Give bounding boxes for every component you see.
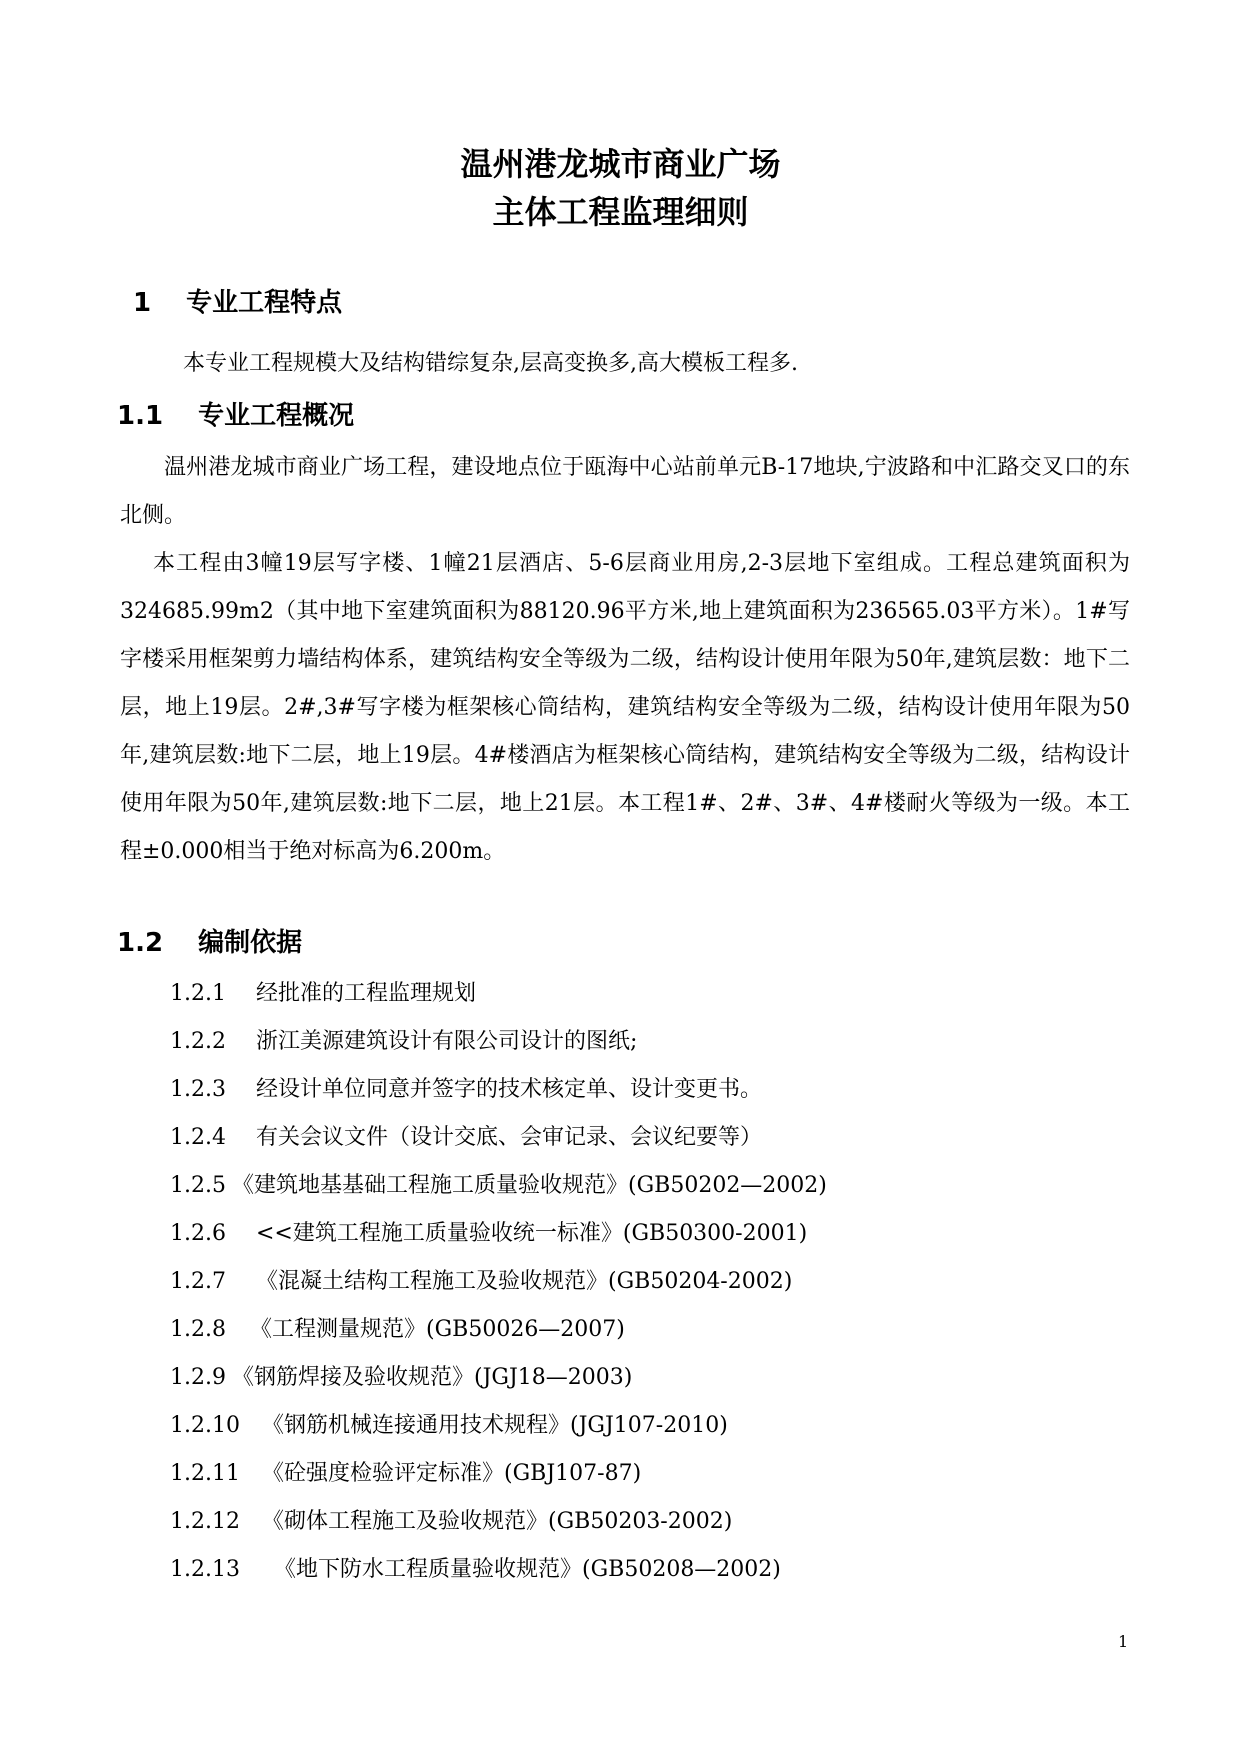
list-item: 1.2.7 《混凝土结构工程施工及验收规范》(GB50204-2002): [170, 1269, 793, 1294]
section-heading-1-1: [117, 399, 354, 433]
page-number: 1: [1118, 1632, 1129, 1651]
section-number: 1.2: [117, 928, 164, 958]
list-item: 1.2.6 <<建筑工程施工质量验收统一标准》(GB50300-2001): [170, 1221, 808, 1246]
section-number: 1: [133, 288, 152, 318]
section-heading-1-2: [117, 926, 302, 960]
list-item: 1.2.2 浙江美源建筑设计有限公司设计的图纸;: [170, 1029, 638, 1054]
section-title: 专业工程特点: [186, 288, 343, 318]
list-item: 1.2.12 《砌体工程施工及验收规范》(GB50203-2002): [170, 1509, 733, 1534]
section-number: 1.1: [117, 401, 164, 431]
list-item: 1.2.4 有关会议文件（设计交底、会审记录、会议纪要等）: [170, 1125, 763, 1150]
section-1-text: 本专业工程规模大及结构错综复杂,层高变换多,高大模板工程多.: [183, 351, 798, 376]
list-item: 1.2.1 经批准的工程监理规划: [170, 981, 477, 1006]
list-item: 1.2.8 《工程测量规范》(GB50026—2007): [170, 1317, 625, 1342]
list-item: 1.2.11 《砼强度检验评定标准》(GBJ107-87): [170, 1461, 642, 1486]
list-item: 1.2.3 经设计单位同意并签字的技术核定单、设计变更书。: [170, 1077, 763, 1102]
section-title: 专业工程概况: [198, 401, 355, 431]
section-heading-1: [133, 286, 342, 320]
list-item: 1.2.5 《建筑地基基础工程施工质量验收规范》(GB50202—2002): [170, 1173, 827, 1198]
list-item: 1.2.13 《地下防水工程质量验收规范》(GB50208—2002): [170, 1557, 781, 1582]
document-title-line1: 温州港龙城市商业广场: [460, 145, 781, 183]
overview-paragraph-2: 本工程由3幢19层写字楼、1幢21层酒店、5-6层商业用房,2-3层地下室组成。工程总建筑面积为324685.99m2（其中地下室建筑面积为88120.96平方米,地上建筑面积为236565.03平方米）。1#写字楼采用框架剪力墙结构体系，建筑结构安全等级为二级，结构设计使用年限为50年,建筑层数：地下二层，地上19层。2#,3#写字楼为框架核心筒结构，建筑结构安全等级为二级，结构设计使用年限为50年,建筑层数:地下二层，地上19层。4#楼酒店为框架核心筒结构，建筑结构安全等级为二级，结构设计使用年限为50年,建筑层数:地下二层，地上21层。本工程1#、2#、3#、4#楼耐火等级为一级。本工程±0.000相当于绝对标高为6.200m。: [120, 551, 1130, 864]
basis-list: [170, 970, 827, 1594]
list-item: 1.2.9 《钢筋焊接及验收规范》(JGJ18—2003): [170, 1365, 633, 1390]
document-title-line2: 主体工程监理细则: [492, 193, 749, 231]
list-item: 1.2.10 《钢筋机械连接通用技术规程》(JGJ107-2010): [170, 1413, 728, 1438]
section-title: 编制依据: [198, 928, 303, 958]
overview-paragraph-1: 温州港龙城市商业广场工程，建设地点位于瓯海中心站前单元B-17地块,宁波路和中汇路交叉口的东北侧。: [120, 455, 1130, 528]
